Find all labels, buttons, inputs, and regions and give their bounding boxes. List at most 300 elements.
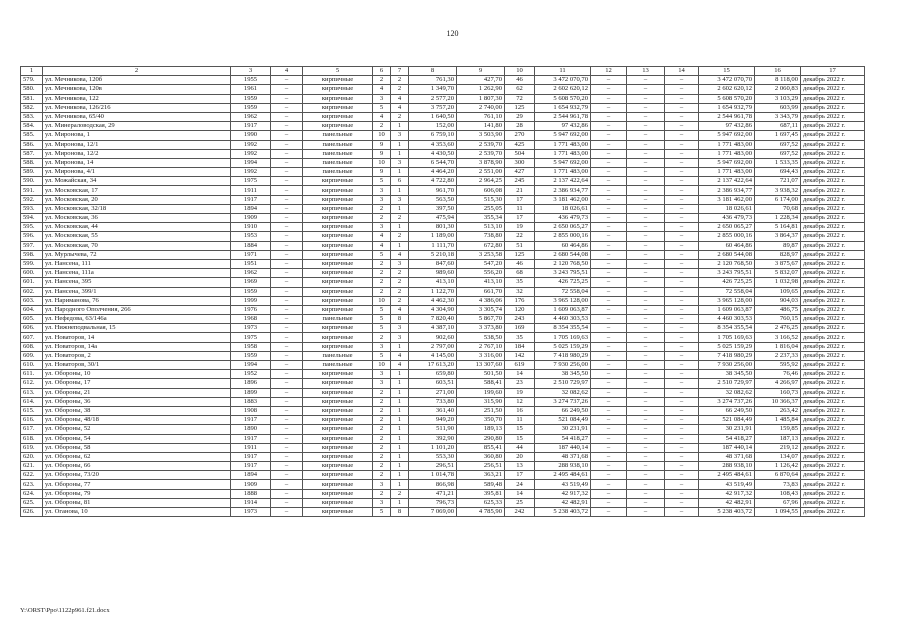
cell-floors: 10 bbox=[373, 158, 391, 167]
column-header: 9 bbox=[457, 67, 505, 76]
cell-col-13: – bbox=[627, 214, 665, 223]
cell-living-area: 556,20 bbox=[457, 269, 505, 278]
cell-cost-per-sqm: 1 816,04 bbox=[755, 342, 801, 351]
cell-cost: 32 082,62 bbox=[535, 388, 591, 397]
cell-cost: 3 274 737,26 bbox=[535, 397, 591, 406]
cell-row-number: 586. bbox=[21, 140, 43, 149]
cell-residents: 14 bbox=[505, 489, 535, 498]
cell-address: ул. Московская, 55 bbox=[43, 232, 231, 241]
cell-address: ул. Мечникова, 120в bbox=[43, 85, 231, 94]
cell-floors: 3 bbox=[373, 342, 391, 351]
cell-residents: 245 bbox=[505, 177, 535, 186]
cell-address: ул. Нариманова, 76 bbox=[43, 296, 231, 305]
cell-year-built: 1911 bbox=[231, 443, 271, 452]
cell-cost-per-sqm: 1 032,98 bbox=[755, 278, 801, 287]
cell-wall-material: кирпичные bbox=[303, 103, 373, 112]
cell-entrances: 1 bbox=[391, 140, 409, 149]
cell-wall-material: кирпичные bbox=[303, 214, 373, 223]
cell-address: ул. Нансена, 399/1 bbox=[43, 287, 231, 296]
cell-floors: 2 bbox=[373, 443, 391, 452]
cell-col-4: – bbox=[271, 471, 303, 480]
cell-residents: 22 bbox=[505, 232, 535, 241]
cell-cost-per-sqm: 2 476,25 bbox=[755, 324, 801, 333]
cell-wall-material: кирпичные bbox=[303, 379, 373, 388]
cell-cost: 1 705 169,63 bbox=[535, 333, 591, 342]
table-row bbox=[21, 76, 865, 85]
cell-col-4: – bbox=[271, 342, 303, 351]
table-row bbox=[21, 177, 865, 186]
cell-address: ул. Обороны, 66 bbox=[43, 462, 231, 471]
cell-living-area: 588,41 bbox=[457, 379, 505, 388]
cell-cost: 2 120 768,50 bbox=[535, 259, 591, 268]
cell-deadline: декабрь 2022 г. bbox=[801, 480, 865, 489]
cell-total-cost: 48 371,68 bbox=[699, 452, 755, 461]
cell-col-12: – bbox=[591, 259, 627, 268]
cell-col-12: – bbox=[591, 269, 627, 278]
cell-deadline: декабрь 2022 г. bbox=[801, 140, 865, 149]
cell-cost-per-sqm: 1 228,34 bbox=[755, 214, 801, 223]
cell-col-12: – bbox=[591, 168, 627, 177]
table-row bbox=[21, 232, 865, 241]
cell-row-number: 592. bbox=[21, 195, 43, 204]
cell-total-area: 4 353,60 bbox=[409, 140, 457, 149]
cell-total-area: 152,00 bbox=[409, 122, 457, 131]
cell-residents: 72 bbox=[505, 94, 535, 103]
cell-residents: 619 bbox=[505, 361, 535, 370]
cell-total-area: 511,90 bbox=[409, 425, 457, 434]
cell-col-12: – bbox=[591, 241, 627, 250]
cell-total-area: 296,51 bbox=[409, 462, 457, 471]
cell-col-4: – bbox=[271, 315, 303, 324]
cell-row-number: 626. bbox=[21, 508, 43, 517]
cell-year-built: 1884 bbox=[231, 241, 271, 250]
cell-floors: 3 bbox=[373, 498, 391, 507]
cell-total-cost: 521 084,49 bbox=[699, 416, 755, 425]
cell-residents: 28 bbox=[505, 122, 535, 131]
cell-row-number: 617. bbox=[21, 425, 43, 434]
cell-living-area: 606,08 bbox=[457, 186, 505, 195]
cell-cost-per-sqm: 1 697,45 bbox=[755, 131, 801, 140]
cell-deadline: декабрь 2022 г. bbox=[801, 149, 865, 158]
cell-deadline: декабрь 2022 г. bbox=[801, 94, 865, 103]
cell-entrances: 6 bbox=[391, 177, 409, 186]
cell-address: ул. Обороны, 21 bbox=[43, 388, 231, 397]
cell-col-14: – bbox=[665, 112, 699, 121]
cell-col-14: – bbox=[665, 131, 699, 140]
cell-year-built: 1917 bbox=[231, 434, 271, 443]
cell-deadline: декабрь 2022 г. bbox=[801, 379, 865, 388]
cell-residents: 19 bbox=[505, 388, 535, 397]
cell-floors: 2 bbox=[373, 269, 391, 278]
cell-living-area: 427,70 bbox=[457, 76, 505, 85]
cell-address: ул. Московская, 36 bbox=[43, 214, 231, 223]
cell-wall-material: кирпичные bbox=[303, 94, 373, 103]
cell-residents: 16 bbox=[505, 406, 535, 415]
cell-residents: 17 bbox=[505, 214, 535, 223]
cell-cost: 3 243 795,51 bbox=[535, 269, 591, 278]
cell-floors: 3 bbox=[373, 195, 391, 204]
cell-floors: 2 bbox=[373, 76, 391, 85]
cell-floors: 5 bbox=[373, 315, 391, 324]
cell-col-13: – bbox=[627, 241, 665, 250]
cell-col-12: – bbox=[591, 480, 627, 489]
cell-year-built: 1894 bbox=[231, 471, 271, 480]
cell-cost: 2 544 961,78 bbox=[535, 112, 591, 121]
cell-residents: 243 bbox=[505, 315, 535, 324]
cell-residents: 169 bbox=[505, 324, 535, 333]
cell-col-4: – bbox=[271, 140, 303, 149]
cell-cost: 42 917,32 bbox=[535, 489, 591, 498]
cell-total-area: 3 757,20 bbox=[409, 103, 457, 112]
cell-year-built: 1908 bbox=[231, 406, 271, 415]
cell-total-area: 471,21 bbox=[409, 489, 457, 498]
cell-total-area: 2 797,00 bbox=[409, 342, 457, 351]
cell-entrances: 3 bbox=[391, 259, 409, 268]
cell-cost-per-sqm: 603,99 bbox=[755, 103, 801, 112]
cell-row-number: 591. bbox=[21, 186, 43, 195]
table-row bbox=[21, 443, 865, 452]
cell-deadline: декабрь 2022 г. bbox=[801, 168, 865, 177]
cell-entrances: 4 bbox=[391, 94, 409, 103]
cell-address: ул. Обороны, 10 bbox=[43, 370, 231, 379]
cell-year-built: 1976 bbox=[231, 305, 271, 314]
cell-cost-per-sqm: 3 166,52 bbox=[755, 333, 801, 342]
cell-address: ул. Новаторов, 14а bbox=[43, 342, 231, 351]
cell-total-cost: 2 386 934,77 bbox=[699, 186, 755, 195]
cell-year-built: 1955 bbox=[231, 76, 271, 85]
cell-year-built: 1914 bbox=[231, 498, 271, 507]
cell-total-area: 989,60 bbox=[409, 269, 457, 278]
cell-living-area: 251,50 bbox=[457, 406, 505, 415]
cell-living-area: 256,51 bbox=[457, 462, 505, 471]
cell-address: ул. Обороны, 48/18 bbox=[43, 416, 231, 425]
cell-row-number: 620. bbox=[21, 452, 43, 461]
cell-total-area: 413,10 bbox=[409, 278, 457, 287]
cell-floors: 3 bbox=[373, 186, 391, 195]
cell-cost: 54 418,27 bbox=[535, 434, 591, 443]
cell-cost: 42 482,91 bbox=[535, 498, 591, 507]
table-row bbox=[21, 269, 865, 278]
cell-col-13: – bbox=[627, 305, 665, 314]
cell-residents: 25 bbox=[505, 498, 535, 507]
cell-wall-material: кирпичные bbox=[303, 112, 373, 121]
cell-col-13: – bbox=[627, 259, 665, 268]
cell-cost-per-sqm: 8 118,00 bbox=[755, 76, 801, 85]
cell-col-12: – bbox=[591, 443, 627, 452]
cell-wall-material: кирпичные bbox=[303, 406, 373, 415]
cell-floors: 2 bbox=[373, 452, 391, 461]
cell-residents: 176 bbox=[505, 296, 535, 305]
cell-col-12: – bbox=[591, 158, 627, 167]
cell-col-4: – bbox=[271, 480, 303, 489]
cell-entrances: 1 bbox=[391, 379, 409, 388]
cell-total-area: 4 430,50 bbox=[409, 149, 457, 158]
cell-col-13: – bbox=[627, 76, 665, 85]
cell-year-built: 1975 bbox=[231, 177, 271, 186]
cell-wall-material: кирпичные bbox=[303, 287, 373, 296]
cell-year-built: 1896 bbox=[231, 379, 271, 388]
cell-wall-material: кирпичные bbox=[303, 508, 373, 517]
cell-floors: 5 bbox=[373, 103, 391, 112]
cell-deadline: декабрь 2022 г. bbox=[801, 498, 865, 507]
cell-total-area: 7 820,40 bbox=[409, 315, 457, 324]
cell-row-number: 603. bbox=[21, 296, 43, 305]
cell-total-cost: 30 231,91 bbox=[699, 425, 755, 434]
cell-year-built: 1894 bbox=[231, 204, 271, 213]
cell-row-number: 584. bbox=[21, 122, 43, 131]
cell-col-14: – bbox=[665, 342, 699, 351]
cell-address: ул. Московская, 70 bbox=[43, 241, 231, 250]
cell-col-4: – bbox=[271, 214, 303, 223]
cell-col-13: – bbox=[627, 351, 665, 360]
cell-living-area: 589,48 bbox=[457, 480, 505, 489]
cell-wall-material: кирпичные bbox=[303, 259, 373, 268]
cell-address: ул. Обороны, 52 bbox=[43, 425, 231, 434]
cell-col-12: – bbox=[591, 232, 627, 241]
cell-col-14: – bbox=[665, 214, 699, 223]
cell-col-13: – bbox=[627, 149, 665, 158]
cell-total-cost: 38 345,50 bbox=[699, 370, 755, 379]
cell-col-12: – bbox=[591, 379, 627, 388]
cell-year-built: 1975 bbox=[231, 333, 271, 342]
cell-col-12: – bbox=[591, 388, 627, 397]
cell-entrances: 4 bbox=[391, 250, 409, 259]
cell-total-cost: 3 472 070,70 bbox=[699, 76, 755, 85]
column-header: 4 bbox=[271, 67, 303, 76]
cell-total-area: 1 349,70 bbox=[409, 85, 457, 94]
table-row bbox=[21, 112, 865, 121]
cell-total-cost: 2 510 729,97 bbox=[699, 379, 755, 388]
table-row bbox=[21, 351, 865, 360]
cell-col-4: – bbox=[271, 278, 303, 287]
cell-year-built: 1953 bbox=[231, 232, 271, 241]
cell-entrances: 3 bbox=[391, 131, 409, 140]
cell-living-area: 672,80 bbox=[457, 241, 505, 250]
cell-col-4: – bbox=[271, 287, 303, 296]
cell-col-13: – bbox=[627, 186, 665, 195]
cell-col-4: – bbox=[271, 305, 303, 314]
cell-deadline: декабрь 2022 г. bbox=[801, 305, 865, 314]
cell-cost-per-sqm: 3 343,79 bbox=[755, 112, 801, 121]
cell-entrances: 1 bbox=[391, 406, 409, 415]
cell-cost: 8 354 355,54 bbox=[535, 324, 591, 333]
cell-living-area: 2 551,00 bbox=[457, 168, 505, 177]
cell-col-14: – bbox=[665, 232, 699, 241]
table-row bbox=[21, 388, 865, 397]
cell-cost-per-sqm: 1 533,35 bbox=[755, 158, 801, 167]
cell-col-4: – bbox=[271, 370, 303, 379]
table-row bbox=[21, 305, 865, 314]
cell-entrances: 4 bbox=[391, 103, 409, 112]
cell-total-area: 659,80 bbox=[409, 370, 457, 379]
cell-deadline: декабрь 2022 г. bbox=[801, 462, 865, 471]
cell-col-4: – bbox=[271, 204, 303, 213]
cell-cost: 3 965 128,00 bbox=[535, 296, 591, 305]
cell-entrances: 3 bbox=[391, 195, 409, 204]
cell-address: ул. Миронова, 1 bbox=[43, 131, 231, 140]
cell-row-number: 609. bbox=[21, 351, 43, 360]
cell-cost-per-sqm: 1 094,55 bbox=[755, 508, 801, 517]
cell-entrances: 1 bbox=[391, 168, 409, 177]
cell-year-built: 1994 bbox=[231, 361, 271, 370]
cell-col-13: – bbox=[627, 315, 665, 324]
cell-total-area: 4 462,30 bbox=[409, 296, 457, 305]
cell-col-4: – bbox=[271, 379, 303, 388]
cell-total-area: 4 387,10 bbox=[409, 324, 457, 333]
cell-col-4: – bbox=[271, 443, 303, 452]
cell-cost: 2 510 729,97 bbox=[535, 379, 591, 388]
cell-col-14: – bbox=[665, 361, 699, 370]
table-row bbox=[21, 122, 865, 131]
cell-residents: 17 bbox=[505, 195, 535, 204]
cell-year-built: 1959 bbox=[231, 287, 271, 296]
cell-cost: 97 432,86 bbox=[535, 122, 591, 131]
cell-floors: 3 bbox=[373, 480, 391, 489]
cell-address: ул. Новаторов, 14 bbox=[43, 333, 231, 342]
cell-cost: 5 947 692,00 bbox=[535, 158, 591, 167]
cell-col-14: – bbox=[665, 195, 699, 204]
cell-col-14: – bbox=[665, 287, 699, 296]
cell-living-area: 290,80 bbox=[457, 434, 505, 443]
cell-total-area: 1 189,00 bbox=[409, 232, 457, 241]
cell-col-4: – bbox=[271, 76, 303, 85]
cell-address: ул. Нансена, 395 bbox=[43, 278, 231, 287]
cell-col-12: – bbox=[591, 305, 627, 314]
cell-col-14: – bbox=[665, 259, 699, 268]
cell-residents: 17 bbox=[505, 471, 535, 480]
cell-deadline: декабрь 2022 г. bbox=[801, 177, 865, 186]
cell-col-12: – bbox=[591, 361, 627, 370]
cell-total-cost: 1 771 483,00 bbox=[699, 140, 755, 149]
cell-residents: 15 bbox=[505, 434, 535, 443]
table-row bbox=[21, 315, 865, 324]
cell-col-12: – bbox=[591, 214, 627, 223]
cell-year-built: 1952 bbox=[231, 370, 271, 379]
cell-floors: 3 bbox=[373, 223, 391, 232]
cell-address: ул. Нансена, 111а bbox=[43, 269, 231, 278]
cell-col-4: – bbox=[271, 241, 303, 250]
cell-cost-per-sqm: 219,12 bbox=[755, 443, 801, 452]
cell-col-4: – bbox=[271, 85, 303, 94]
cell-entrances: 1 bbox=[391, 397, 409, 406]
cell-living-area: 3 305,74 bbox=[457, 305, 505, 314]
column-header: 6 bbox=[373, 67, 391, 76]
cell-col-13: – bbox=[627, 223, 665, 232]
cell-year-built: 1959 bbox=[231, 94, 271, 103]
table-row bbox=[21, 489, 865, 498]
cell-cost-per-sqm: 3 864,37 bbox=[755, 232, 801, 241]
cell-col-14: – bbox=[665, 406, 699, 415]
table-row bbox=[21, 498, 865, 507]
cell-cost: 2 855 000,16 bbox=[535, 232, 591, 241]
cell-entrances: 1 bbox=[391, 471, 409, 480]
cell-year-built: 1968 bbox=[231, 315, 271, 324]
table-row bbox=[21, 140, 865, 149]
cell-col-12: – bbox=[591, 278, 627, 287]
cell-address: ул. Миронова, 14 bbox=[43, 158, 231, 167]
cell-cost-per-sqm: 1 485,84 bbox=[755, 416, 801, 425]
cell-floors: 2 bbox=[373, 462, 391, 471]
cell-col-13: – bbox=[627, 379, 665, 388]
cell-col-13: – bbox=[627, 342, 665, 351]
cell-living-area: 3 373,80 bbox=[457, 324, 505, 333]
cell-cost-per-sqm: 3 103,29 bbox=[755, 94, 801, 103]
cell-wall-material: кирпичные bbox=[303, 388, 373, 397]
cell-address: ул. Обороны, 38 bbox=[43, 406, 231, 415]
cell-cost: 66 249,50 bbox=[535, 406, 591, 415]
cell-residents: 44 bbox=[505, 443, 535, 452]
cell-floors: 2 bbox=[373, 425, 391, 434]
cell-year-built: 1899 bbox=[231, 388, 271, 397]
cell-entrances: 2 bbox=[391, 296, 409, 305]
cell-floors: 2 bbox=[373, 214, 391, 223]
cell-col-14: – bbox=[665, 388, 699, 397]
cell-entrances: 1 bbox=[391, 480, 409, 489]
cell-col-13: – bbox=[627, 296, 665, 305]
cell-living-area: 538,50 bbox=[457, 333, 505, 342]
cell-deadline: декабрь 2022 г. bbox=[801, 195, 865, 204]
cell-cost-per-sqm: 10 366,37 bbox=[755, 397, 801, 406]
cell-row-number: 613. bbox=[21, 388, 43, 397]
cell-col-14: – bbox=[665, 269, 699, 278]
cell-deadline: декабрь 2022 г. bbox=[801, 351, 865, 360]
table-row bbox=[21, 85, 865, 94]
cell-living-area: 350,70 bbox=[457, 416, 505, 425]
cell-wall-material: кирпичные bbox=[303, 471, 373, 480]
cell-total-cost: 2 120 768,50 bbox=[699, 259, 755, 268]
cell-col-13: – bbox=[627, 94, 665, 103]
cell-floors: 4 bbox=[373, 241, 391, 250]
cell-deadline: декабрь 2022 г. bbox=[801, 158, 865, 167]
cell-row-number: 582. bbox=[21, 103, 43, 112]
cell-floors: 2 bbox=[373, 406, 391, 415]
cell-wall-material: панельные bbox=[303, 158, 373, 167]
table-row bbox=[21, 425, 865, 434]
cell-total-cost: 5 947 692,00 bbox=[699, 158, 755, 167]
cell-col-4: – bbox=[271, 489, 303, 498]
cell-living-area: 255,05 bbox=[457, 204, 505, 213]
cell-cost-per-sqm: 134,07 bbox=[755, 452, 801, 461]
cell-total-cost: 5 025 159,29 bbox=[699, 342, 755, 351]
cell-cost-per-sqm: 160,73 bbox=[755, 388, 801, 397]
cell-col-14: – bbox=[665, 186, 699, 195]
cell-col-13: – bbox=[627, 131, 665, 140]
cell-col-13: – bbox=[627, 425, 665, 434]
cell-floors: 3 bbox=[373, 379, 391, 388]
cell-cost: 288 938,10 bbox=[535, 462, 591, 471]
cell-residents: 15 bbox=[505, 425, 535, 434]
cell-entrances: 1 bbox=[391, 452, 409, 461]
cell-total-cost: 4 460 303,53 bbox=[699, 315, 755, 324]
cell-living-area: 547,20 bbox=[457, 259, 505, 268]
cell-entrances: 3 bbox=[391, 324, 409, 333]
cell-year-built: 1994 bbox=[231, 158, 271, 167]
cell-total-cost: 60 464,86 bbox=[699, 241, 755, 250]
cell-residents: 120 bbox=[505, 305, 535, 314]
cell-floors: 2 bbox=[373, 489, 391, 498]
table-row bbox=[21, 223, 865, 232]
cell-row-number: 612. bbox=[21, 379, 43, 388]
cell-col-4: – bbox=[271, 462, 303, 471]
cell-col-12: – bbox=[591, 296, 627, 305]
cell-row-number: 602. bbox=[21, 287, 43, 296]
cell-total-area: 4 304,90 bbox=[409, 305, 457, 314]
cell-cost-per-sqm: 687,11 bbox=[755, 122, 801, 131]
cell-total-area: 733,80 bbox=[409, 397, 457, 406]
cell-total-cost: 54 418,27 bbox=[699, 434, 755, 443]
cell-deadline: декабрь 2022 г. bbox=[801, 131, 865, 140]
cell-col-4: – bbox=[271, 351, 303, 360]
